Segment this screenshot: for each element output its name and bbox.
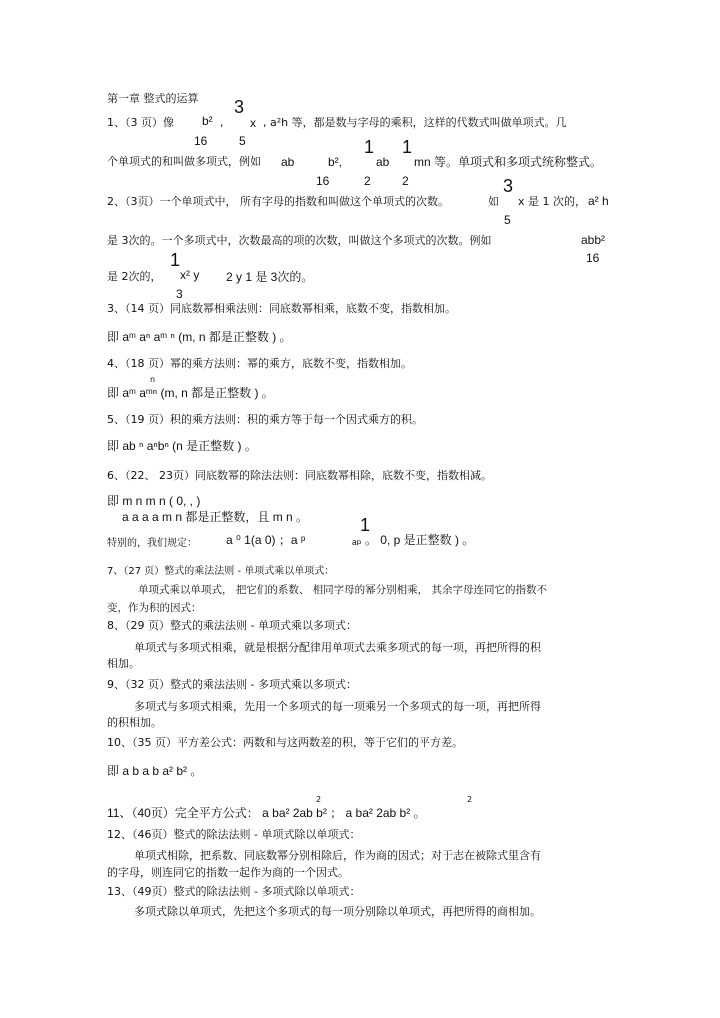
s1-frac2-den: 5 [239,134,246,148]
s8-line3: 相加。 [107,657,140,670]
s3-line1: 3、（14 页）同底数幂相乘法则：同底数幂相乘，底数不变，指数相加。 [107,302,456,315]
s12-line2: 单项式相除，把系数、同底数幂分别相除后，作为商的因式；对于志在被除式里含有 [134,849,541,862]
s1-den2a: 2 [364,174,371,188]
chapter-title: 第一章 整式的运算 [107,92,199,105]
s2-ru: 如 [488,195,499,208]
s1-ex-ab: ab [281,155,295,169]
s13-line1: 13、（49页）整式的除法法则 - 多项式除以单项式： [107,885,361,898]
s9-line3: 的积相加。 [107,716,162,729]
s6-line4-mid: a ⁰ 1(a 0) ；a ᵖ [226,533,306,547]
s6-line2: 即 m n m n ( 0, , ) [107,494,201,508]
s3-line2: 即 aᵐ aⁿ aᵐ ⁿ (m, n 都是正整数 ) 。 [107,330,292,344]
s11-line1: 11、（40页）完全平方公式： a ba² 2ab b² ； a ba² 2ab b² 。 [107,806,426,820]
s5-line1: 5、（19 页）积的乘方法则：积的乘方等于每一个因式乘方的积。 [107,413,423,426]
s2-line2: 是 3次的。一个多项式中，次数最高的项的次数，叫做这个多项式的次数。例如 [107,234,492,247]
s1-line1-start: 1、（3 页）像 [107,116,174,129]
s11-sup2: 2 [467,795,473,804]
s8-line1: 8、（29 页）整式的乘法法则 - 单项式乘以多项式： [107,619,357,632]
s6-line1: 6、（22、 23页）同底数幂的除法法则：同底数幂相除，底数不变，指数相减。 [107,469,492,482]
s2-line3-end: 2 y 1 是 3次的。 [226,270,314,284]
s2-d3: 3 [176,287,183,301]
s9-line1: 9、（32 页）整式的乘法法则 - 多项式乘以多项式： [107,678,357,691]
s6-line4-start: 特别的，我们规定： [107,538,197,549]
s1-ex-one2: 1 [402,137,413,157]
s1-den2b: 2 [402,174,409,188]
s6-line4-end: ₐₚ 。 0, p 是正整数 ) 。 [352,533,475,547]
s4-line2: 即 aᵐ aᵐⁿ (m, n 都是正整数 ) 。 [107,386,274,400]
s6-one: 1 [360,515,371,535]
s2-line1: 2、（3页）一个单项式中， 所有字母的指数和叫做这个单项式的次数。 [107,195,449,208]
s2-three: 3 [503,176,514,196]
s5-line2: 即 ab ⁿ aⁿbⁿ (n 是正整数 ) 。 [107,439,257,453]
s2-d16: 16 [586,251,600,265]
s2-abb2: abb² [581,233,606,247]
s12-line3: 的字母，则连同它的指数一起作为商的一个因式。 [107,866,349,879]
s12-line1: 12、（46页）整式的除法法则 - 单项式除以单项式： [107,828,361,841]
s6-line3: a a a a m n 都是正整数，且 m n 。 [122,510,309,524]
s1-den16: 16 [316,174,330,188]
s7-line3: 变，作为积的因式： [107,602,202,614]
s2-line3-start: 是 2次的， [107,270,162,283]
s10-line2: 即 a b a b a² b² 。 [107,764,203,778]
s1-frac2-num: 3 [234,97,245,117]
s7-line1: 7、（27 页）整式的乘法法则 - 单项式乘以单项式： [107,566,335,577]
s1-ex-one1: 1 [364,137,375,157]
s1-ex-ab2: ab [376,155,390,169]
s2-a2h: a² h [588,194,609,208]
s2-one: 1 [170,250,181,270]
s9-line2: 多项式与多项式相乘，先用一个多项式的每一项乘另一个多项式的每一项，再把所得 [134,700,541,713]
s4-line1: 4、（18 页）幂的乘方法则：幂的乘方，底数不变，指数相加。 [107,357,412,370]
s13-line2: 多项式除以单项式，先把这个多项式的每一项分别除以单项式，再把所得的商相加。 [134,905,541,918]
s7-line2: 单项式乘以单项式， 把它们的系数、 相同字母的幂分别相乘， 其余字母连同它的指数不 [138,584,548,596]
s8-line2: 单项式与多项式相乘，就是根据分配律用单项式去乘多项式的每一项，再把所得的积 [134,641,541,654]
s10-line1: 10、（35 页）平方差公式：两数和与这两数差的积，等于它们的平方差。 [107,736,463,749]
s1-line2-start: 个单项式的和叫做多项式，例如 [107,155,261,168]
s4-n: n [150,375,156,384]
s1-ex-mn: mn 等。单项式和多项式统称整式。 [414,155,603,169]
s11-sup1: 2 [316,795,322,804]
s2-five: 5 [504,213,511,227]
s1-frac1-num: b² [202,114,213,128]
s2-x2y: x² y [180,268,200,282]
s2-x1: x 是 1 次的， [518,195,586,208]
s1-ex-b2: b², [328,155,343,169]
s1-sep1: , [220,116,224,129]
s1-frac2-mid: x [250,116,256,130]
s1-frac1-den: 16 [194,134,208,148]
s1-line1-end: , a²h 等，都是数与字母的乘积，这样的代数式叫做单项式。几 [263,116,567,129]
